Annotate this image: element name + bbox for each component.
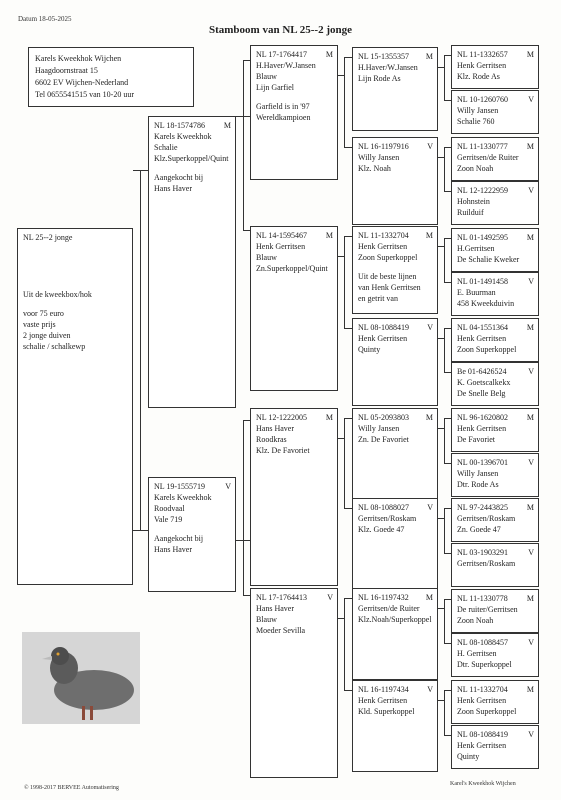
connector-line bbox=[344, 598, 345, 690]
info-line: Gerritsen/Roskam bbox=[457, 559, 516, 568]
info-line: Roodkras bbox=[256, 435, 287, 444]
info-line: Henk Gerritsen bbox=[358, 334, 408, 343]
info-line: Henk Gerritsen bbox=[457, 424, 507, 433]
sex-label: M bbox=[325, 231, 333, 240]
ring-number: NL 16-1197434 bbox=[358, 685, 409, 694]
connector-line bbox=[344, 690, 352, 691]
connector-line bbox=[444, 238, 451, 239]
connector-line bbox=[344, 328, 352, 329]
connector-line bbox=[344, 57, 345, 147]
owner-line: Tel 0655541515 van 10-20 uur bbox=[35, 90, 134, 99]
info-line: Klz.Noah/Superkoppel bbox=[358, 615, 432, 624]
subject-line: voor 75 euro bbox=[23, 309, 64, 318]
pedigree-box-gen4 bbox=[451, 680, 539, 724]
info-line: Hans Haver bbox=[256, 424, 294, 433]
sex-label: V bbox=[528, 186, 534, 195]
info-line: Blauw bbox=[256, 72, 277, 81]
pigeon-photo bbox=[22, 632, 140, 724]
info-line: De Snelle Belg bbox=[457, 389, 506, 398]
info-line: Schalie 760 bbox=[457, 117, 495, 126]
pedigree-box-gen2 bbox=[250, 588, 338, 778]
info-line: Moeder Sevilla bbox=[256, 626, 306, 635]
pedigree-box-gen4 bbox=[451, 137, 539, 181]
pedigree-box-gen4 bbox=[451, 408, 539, 452]
connector-line bbox=[444, 55, 451, 56]
sex-label: V bbox=[225, 482, 231, 491]
ring-number: NL 08-1088457 bbox=[457, 638, 509, 647]
ring-number: NL 01-1492595 bbox=[457, 233, 509, 242]
sex-label: M bbox=[526, 233, 534, 242]
sex-label: M bbox=[425, 231, 433, 240]
info-line: Zoon Superkoppel bbox=[457, 345, 517, 354]
info-line: 458 Kweekduivin bbox=[457, 299, 515, 308]
ring-number: NL 12-1222959 bbox=[457, 186, 509, 195]
ring-number: NL 11-1332704 bbox=[457, 685, 508, 694]
info-line: E. Buurman bbox=[457, 288, 496, 297]
footer-copyright: © 1998-2017 BERVEE Automatisering bbox=[24, 785, 119, 791]
connector-line bbox=[243, 420, 250, 421]
connector-line bbox=[243, 60, 250, 61]
pedigree-box-gen4 bbox=[451, 498, 539, 542]
info-line: Hans Haver bbox=[154, 184, 192, 193]
connector-line bbox=[444, 690, 445, 735]
connector-line bbox=[444, 282, 451, 283]
info-line bbox=[154, 525, 235, 533]
ring-number: NL 17-1764417 bbox=[256, 50, 308, 59]
info-line: Blauw bbox=[256, 615, 277, 624]
sex-label: M bbox=[526, 413, 534, 422]
owner-line: Haagdoornstraat 15 bbox=[35, 66, 98, 75]
connector-line bbox=[243, 230, 250, 231]
info-line: Dtr. Superkoppel bbox=[457, 660, 512, 669]
ring-number: NL 16-1197432 bbox=[358, 593, 409, 602]
connector-line bbox=[344, 147, 352, 148]
ring-number: NL 17-1764413 bbox=[256, 593, 308, 602]
page-title: Stamboom van NL 25--2 jonge bbox=[208, 24, 352, 36]
connector-line bbox=[133, 530, 148, 531]
sex-label: V bbox=[528, 730, 534, 739]
info-line: Zn. De Favoriet bbox=[358, 435, 409, 444]
connector-line bbox=[444, 553, 451, 554]
pedigree-box-gen4 bbox=[451, 272, 539, 316]
pedigree-box-gen4 bbox=[451, 318, 539, 362]
info-line: H. Gerritsen bbox=[457, 649, 497, 658]
sex-label: V bbox=[528, 95, 534, 104]
pedigree-box-gen4 bbox=[451, 453, 539, 497]
connector-line bbox=[444, 735, 451, 736]
sex-label: V bbox=[327, 593, 333, 602]
connector-line bbox=[344, 508, 352, 509]
sex-label: V bbox=[528, 277, 534, 286]
info-line: Zn.Superkoppel/Quint bbox=[256, 264, 328, 273]
connector-line bbox=[344, 236, 345, 328]
info-line: Henk Gerritsen bbox=[457, 741, 507, 750]
info-line: H.Haver/W.Jansen bbox=[358, 63, 418, 72]
info-line: Blauw bbox=[256, 253, 277, 262]
info-line: Henk Gerritsen bbox=[256, 242, 306, 251]
ring-number: NL 18-1574786 bbox=[154, 121, 206, 130]
pedigree-box-gen4 bbox=[451, 543, 539, 587]
footer-owner: Karel's Kweekhok Wijchen bbox=[450, 781, 516, 787]
info-line: Aangekocht bij bbox=[154, 534, 204, 543]
ring-number: NL 01-1491458 bbox=[457, 277, 509, 286]
info-line: H.Haver/W.Jansen bbox=[256, 61, 316, 70]
connector-line bbox=[243, 420, 244, 595]
sex-label: M bbox=[526, 50, 534, 59]
pigeon-icon bbox=[22, 632, 140, 724]
sex-label: M bbox=[425, 52, 433, 61]
info-line bbox=[154, 164, 235, 172]
sex-label: V bbox=[427, 142, 433, 151]
sex-label: M bbox=[526, 503, 534, 512]
info-line: Schalie bbox=[154, 143, 178, 152]
info-line: Henk Gerritsen bbox=[457, 334, 507, 343]
ring-number: NL 08-1088027 bbox=[358, 503, 410, 512]
connector-line bbox=[444, 599, 445, 644]
pedigree-box-gen3 bbox=[352, 47, 438, 131]
sex-label: V bbox=[528, 458, 534, 467]
connector-line bbox=[344, 418, 352, 419]
info-line bbox=[358, 263, 437, 271]
ring-number: NL 04-1551364 bbox=[457, 323, 509, 332]
info-line: Lijn Garfiel bbox=[256, 83, 294, 92]
info-line: Henk Gerritsen bbox=[457, 61, 507, 70]
info-line: Hans Haver bbox=[154, 545, 192, 554]
connector-line bbox=[344, 236, 352, 237]
connector-line bbox=[444, 328, 445, 373]
subject-line: schalie / schalkewp bbox=[23, 342, 86, 351]
connector-line bbox=[444, 508, 451, 509]
pedigree-box-gen4 bbox=[451, 633, 539, 677]
pedigree-box-gen4 bbox=[451, 362, 539, 406]
pedigree-box-gen3 bbox=[352, 408, 438, 500]
ring-number: NL 15-1355357 bbox=[358, 52, 410, 61]
info-line: Wereldkampioen bbox=[256, 113, 311, 122]
sex-label: M bbox=[425, 593, 433, 602]
connector-line bbox=[344, 57, 352, 58]
connector-line bbox=[444, 418, 445, 463]
ring-number: NL 10-1260760 bbox=[457, 95, 509, 104]
info-line: Lijn Rode As bbox=[358, 74, 401, 83]
info-line: Karels Kweekhok bbox=[154, 132, 212, 141]
connector-line bbox=[444, 463, 451, 464]
pedigree-box-gen3 bbox=[352, 137, 438, 225]
ring-number: NL 12-1222005 bbox=[256, 413, 308, 422]
info-line: Hohnstein bbox=[457, 197, 490, 206]
connector-line bbox=[444, 599, 451, 600]
sex-label: M bbox=[526, 323, 534, 332]
pedigree-box-gen1 bbox=[148, 116, 236, 408]
info-line: Gerritsen/de Ruiter bbox=[457, 153, 519, 162]
info-line bbox=[256, 93, 337, 101]
info-line: K. Goetscalkekx bbox=[457, 378, 511, 387]
info-line: Zn. Goede 47 bbox=[457, 525, 501, 534]
info-line: Zoon Superkoppel bbox=[358, 253, 418, 262]
subject-line: Uit de kweekbox/hok bbox=[23, 290, 92, 299]
connector-line bbox=[243, 60, 244, 230]
ring-number: NL 97-2443825 bbox=[457, 503, 509, 512]
info-line: Uit de beste lijnen bbox=[358, 272, 417, 281]
sex-label: V bbox=[427, 503, 433, 512]
sex-label: V bbox=[528, 638, 534, 647]
pedigree-box-gen4 bbox=[451, 181, 539, 225]
sex-label: M bbox=[325, 413, 333, 422]
ring-number: NL 11-1330777 bbox=[457, 142, 508, 151]
ring-number: NL 00-1396701 bbox=[457, 458, 509, 467]
pedigree-box-gen3 bbox=[352, 318, 438, 406]
pedigree-box-gen3 bbox=[352, 498, 438, 590]
connector-line bbox=[444, 690, 451, 691]
info-line: H.Gerritsen bbox=[457, 244, 495, 253]
pedigree-box-gen4 bbox=[451, 90, 539, 134]
ring-number: NL 11-1330778 bbox=[457, 594, 508, 603]
info-line: Klz. Rode As bbox=[457, 72, 500, 81]
sex-label: M bbox=[425, 413, 433, 422]
ring-number: NL 11-1332657 bbox=[457, 50, 508, 59]
info-line: Klz.Superkoppel/Quint bbox=[154, 154, 229, 163]
connector-line bbox=[444, 372, 451, 373]
print-date: Datum 18-05-2025 bbox=[18, 15, 72, 23]
info-line: Willy Jansen bbox=[358, 153, 400, 162]
owner-line: Karels Kweekhok Wijchen bbox=[35, 54, 122, 63]
pedigree-box-gen4 bbox=[451, 725, 539, 769]
info-line: Ruilduif bbox=[457, 208, 484, 217]
info-line: Hans Haver bbox=[256, 604, 294, 613]
owner-box bbox=[28, 47, 194, 107]
info-line: Henk Gerritsen bbox=[358, 696, 408, 705]
info-line: Roodvaal bbox=[154, 504, 185, 513]
pedigree-box-gen2 bbox=[250, 226, 338, 391]
connector-line bbox=[444, 100, 451, 101]
ring-number: NL 11-1332704 bbox=[358, 231, 409, 240]
sex-label: M bbox=[325, 50, 333, 59]
info-line: Garfield is in '97 bbox=[256, 102, 310, 111]
sex-label: V bbox=[427, 323, 433, 332]
info-line: Karels Kweekhok bbox=[154, 493, 212, 502]
connector-line bbox=[344, 598, 352, 599]
info-line: Quinty bbox=[358, 345, 381, 354]
connector-line bbox=[444, 328, 451, 329]
ring-number: NL 03-1903291 bbox=[457, 548, 509, 557]
pedigree-box-gen3 bbox=[352, 588, 438, 680]
connector-line bbox=[444, 238, 445, 283]
info-line: Willy Jansen bbox=[457, 469, 499, 478]
connector-line bbox=[344, 418, 345, 508]
connector-line bbox=[444, 147, 451, 148]
ring-number: NL 96-1620802 bbox=[457, 413, 509, 422]
pedigree-box-gen1 bbox=[148, 477, 236, 592]
info-line: Zoon Noah bbox=[457, 616, 494, 625]
info-line: De Favoriet bbox=[457, 435, 495, 444]
sex-label: M bbox=[526, 142, 534, 151]
subject-id: NL 25--2 jonge bbox=[23, 233, 73, 242]
subject-line: vaste prijs bbox=[23, 320, 56, 329]
info-line: Quinty bbox=[457, 752, 480, 761]
info-line: Klz. Noah bbox=[358, 164, 391, 173]
info-line: Willy Jansen bbox=[358, 424, 400, 433]
pedigree-box-gen3 bbox=[352, 680, 438, 772]
pedigree-box-gen4 bbox=[451, 228, 539, 272]
info-line: De ruiter/Gerritsen bbox=[457, 605, 518, 614]
info-line: Gerritsen/de Ruiter bbox=[358, 604, 420, 613]
ring-number: NL 14-1595467 bbox=[256, 231, 308, 240]
pedigree-box-gen4 bbox=[451, 45, 539, 89]
ring-number: NL 08-1088419 bbox=[457, 730, 509, 739]
connector-line bbox=[444, 147, 445, 192]
ring-number: Be 01-6426524 bbox=[457, 367, 507, 376]
sex-label: M bbox=[526, 594, 534, 603]
info-line: Henk Gerritsen bbox=[457, 696, 507, 705]
pedigree-box-gen2 bbox=[250, 408, 338, 586]
info-line: Klz. De Favoriet bbox=[256, 446, 310, 455]
subject-box bbox=[17, 228, 133, 585]
info-line: Zoon Superkoppel bbox=[457, 707, 517, 716]
ring-number: NL 19-1555719 bbox=[154, 482, 206, 491]
connector-line bbox=[140, 170, 141, 530]
info-line: Dtr. Rode As bbox=[457, 480, 499, 489]
ring-number: NL 08-1088419 bbox=[358, 323, 410, 332]
ring-number: NL 05-2093803 bbox=[358, 413, 410, 422]
info-line: Klz. Goede 47 bbox=[358, 525, 405, 534]
connector-line bbox=[444, 418, 451, 419]
info-line: De Schalie Kweker bbox=[457, 255, 520, 264]
sex-label: V bbox=[528, 367, 534, 376]
connector-line bbox=[444, 191, 451, 192]
sex-label: M bbox=[223, 121, 231, 130]
info-line: Gerritsen/Roskam bbox=[358, 514, 417, 523]
pedigree-box-gen2 bbox=[250, 45, 338, 180]
info-line: Zoon Noah bbox=[457, 164, 494, 173]
info-line: Willy Jansen bbox=[457, 106, 499, 115]
connector-line bbox=[243, 595, 250, 596]
info-line: Vale 719 bbox=[154, 515, 183, 524]
subject-line: 2 jonge duiven bbox=[23, 331, 71, 340]
owner-line: 6602 EV Wijchen-Nederland bbox=[35, 78, 129, 87]
pedigree-box-gen4 bbox=[451, 589, 539, 633]
connector-line bbox=[444, 643, 451, 644]
info-line: Gerritsen/Roskam bbox=[457, 514, 516, 523]
pedigree-box-gen3 bbox=[352, 226, 438, 314]
info-line: Aangekocht bij bbox=[154, 173, 204, 182]
sex-label: V bbox=[427, 685, 433, 694]
info-line: van Henk Gerritsen bbox=[358, 283, 421, 292]
connector-line bbox=[444, 508, 445, 553]
sex-label: M bbox=[526, 685, 534, 694]
info-line: en getrit van bbox=[358, 294, 398, 303]
info-line: Henk Gerritsen bbox=[358, 242, 408, 251]
info-line: Kld. Superkoppel bbox=[358, 707, 415, 716]
ring-number: NL 16-1197916 bbox=[358, 142, 409, 151]
sex-label: V bbox=[528, 548, 534, 557]
connector-line bbox=[444, 55, 445, 100]
